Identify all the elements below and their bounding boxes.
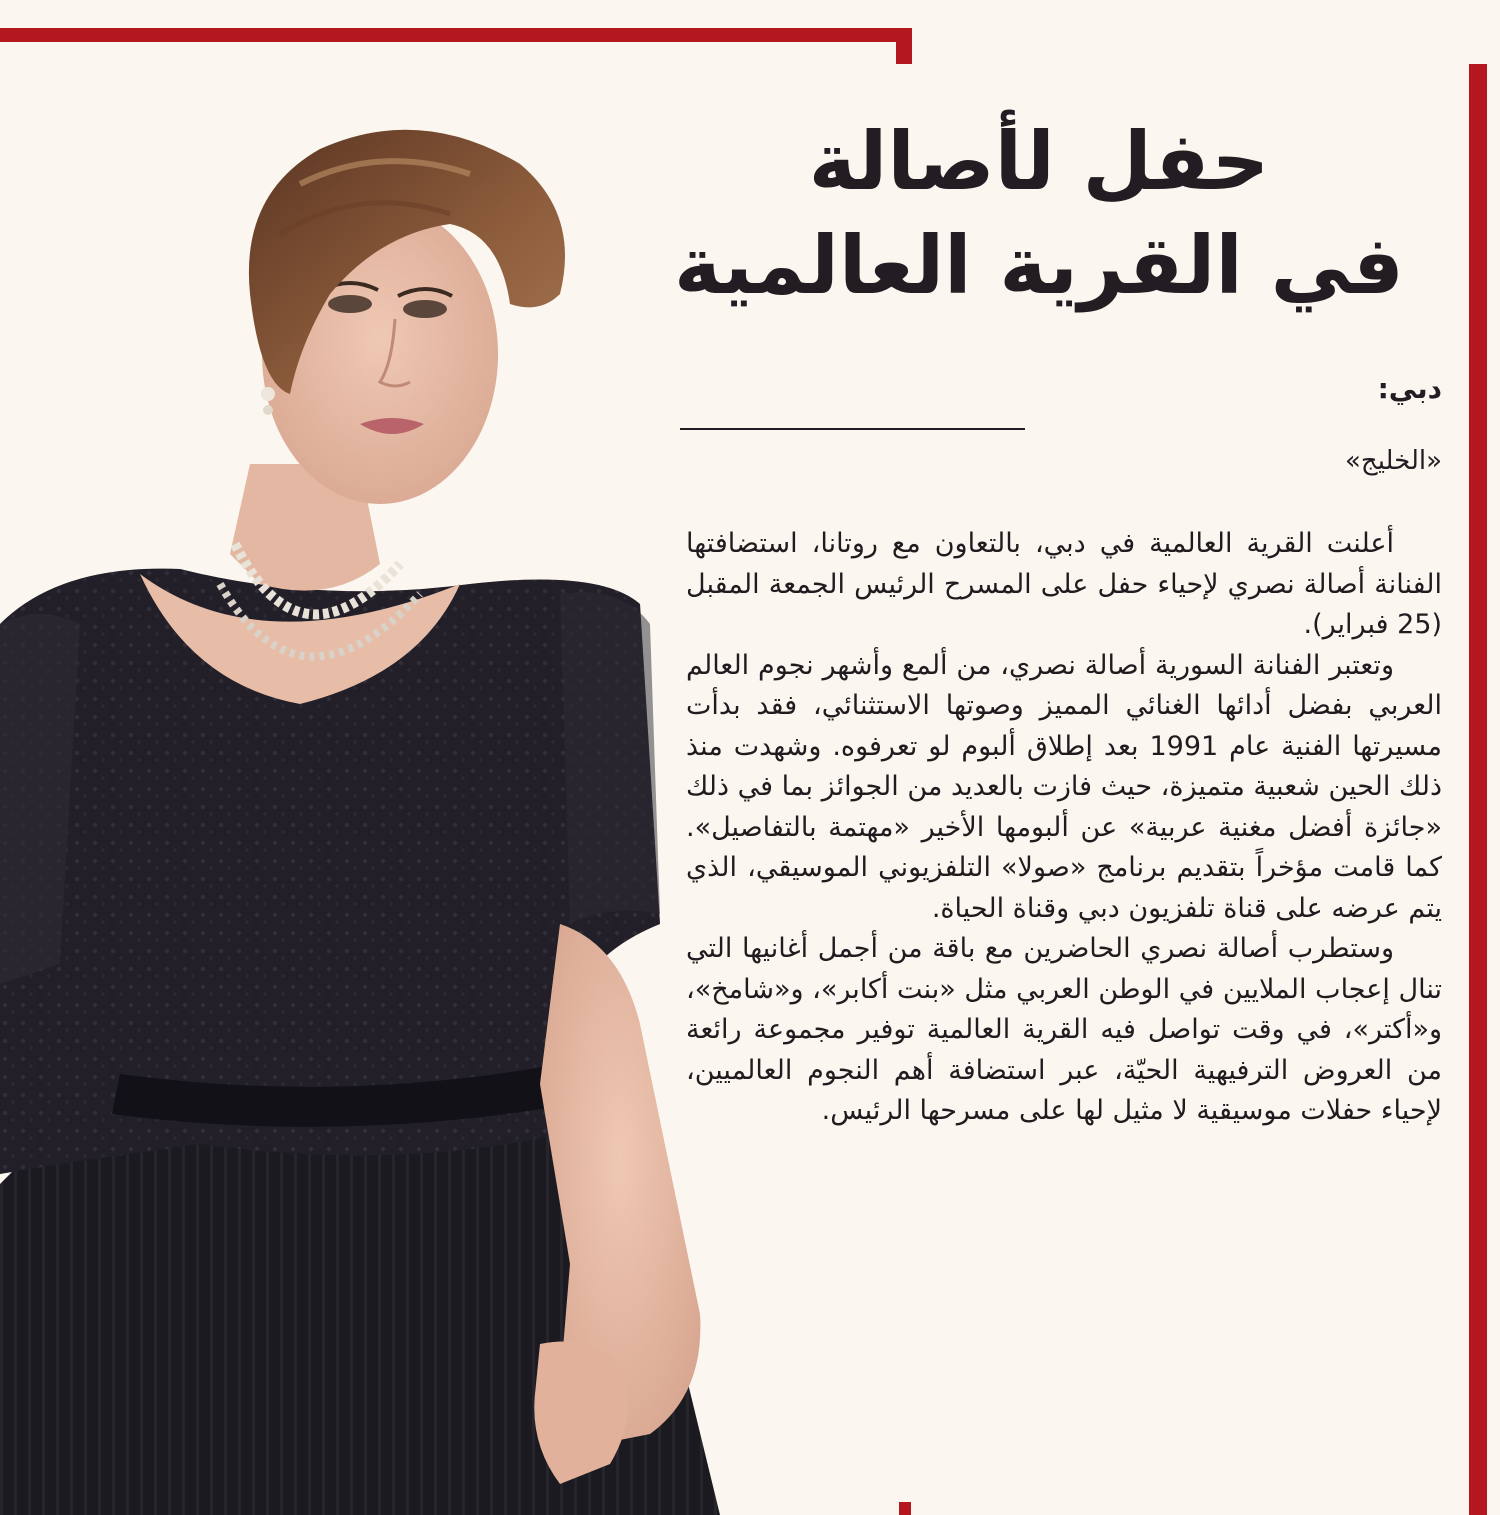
body-paragraph-3: وستطرب أصالة نصري الحاضرين مع باقة من أجمل أغانيها التي تنال إعجاب الملايين في الوطن العربي مثل «بنت أكابر»، و«شامخ»، و«أكتر»، في وقت تواصل فيه القرية العالمية توفير مجموعة رائعة من العروض الترفيهية الحيّة، عبر استضافة أهم النجوم العالميين، لإحياء حفلات موسيقية لا مثيل لها على مسرحها الرئيس.	[686, 933, 1442, 1126]
frame-right-rule	[1469, 64, 1487, 1515]
headline-line-1: حفل لأصالة	[808, 115, 1270, 208]
dateline: دبي:	[1377, 372, 1442, 405]
article-body	[686, 524, 1442, 1132]
article-headline	[672, 110, 1442, 318]
frame-top-rule	[0, 28, 912, 42]
singer-photo	[0, 64, 720, 1515]
byline-divider	[680, 428, 1025, 430]
frame-top-corner	[896, 28, 912, 64]
body-paragraph-2: وتعتبر الفنانة السورية أصالة نصري، من ألمع وأشهر نجوم العالم العربي بفضل أدائها الغنائي المميز وصوتها الاستثنائي، فقد بدأت مسيرتها الفنية عام 1991 بعد إطلاق ألبوم لو تعرفوه. وشهدت منذ ذلك الحين شعبية متميزة، حيث فازت بالعديد من الجوائز بما في ذلك «جائزة أفضل مغنية عربية» عن ألبومها الأخير «مهتمة بالتفاصيل». كما قامت مؤخراً بتقديم برنامج «صولا» التلفزيوني الموسيقي، الذي يتم عرضه على قناة تلفزيون دبي وقناة الحياة.	[686, 649, 1442, 924]
headline-line-2: في القرية العالمية	[674, 219, 1404, 312]
byline-source: «الخليج»	[1345, 446, 1442, 476]
frame-bottom-tick	[899, 1502, 911, 1515]
article-column	[672, 110, 1442, 1126]
body-paragraph-1: أعلنت القرية العالمية في دبي، بالتعاون مع روتانا، استضافتها الفنانة أصالة نصري لإحياء حفل على المسرح الرئيس الجمعة المقبل (25 فبراير).	[686, 528, 1442, 640]
